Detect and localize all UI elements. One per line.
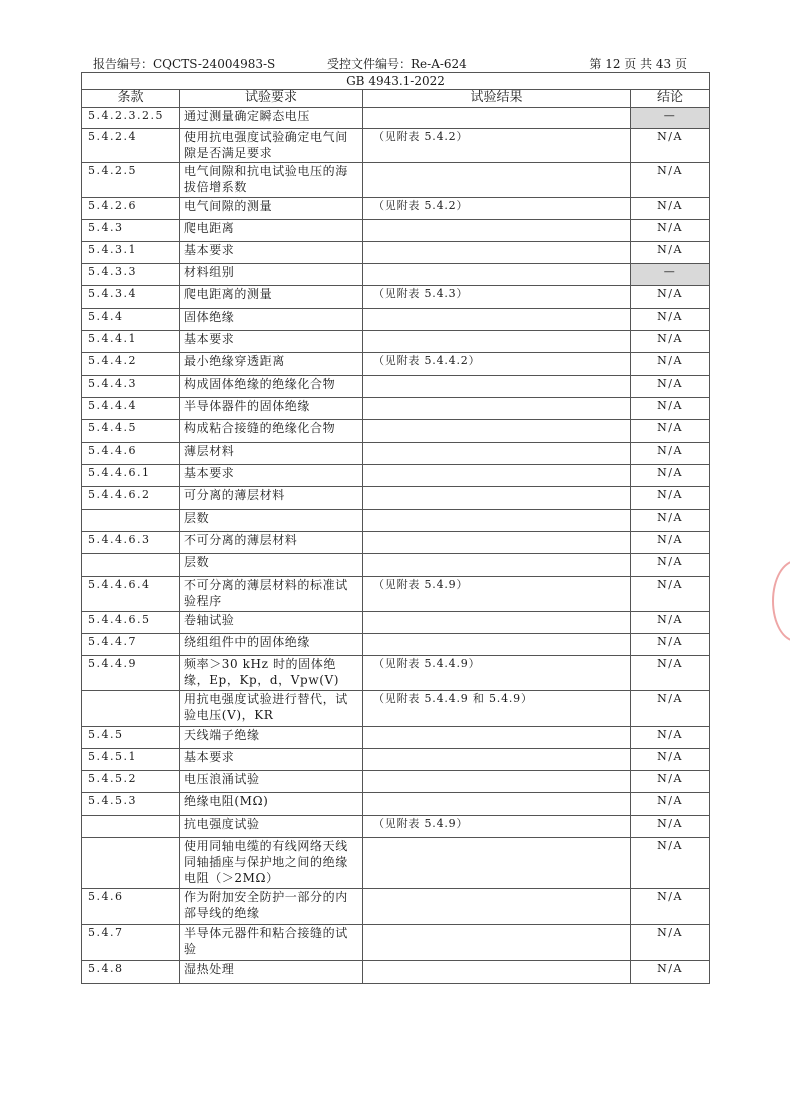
verdict-cell: N/A (631, 925, 710, 961)
verdict-cell: N/A (631, 353, 710, 376)
table-row (82, 108, 710, 129)
verdict-cell: N/A (631, 532, 710, 554)
clause-cell: 5.4.4.6.5 (82, 612, 180, 634)
table-row (82, 634, 710, 656)
result-cell: （见附表 5.4.3） (363, 286, 631, 309)
requirement-cell: 材料组别 (180, 264, 363, 286)
table-body (82, 108, 710, 984)
table-row (82, 163, 710, 198)
table-row (82, 961, 710, 984)
clause-cell: 5.4.4.6.3 (82, 532, 180, 554)
table-row (82, 749, 710, 771)
column-header-clause: 条款 (82, 90, 180, 108)
verdict-cell: N/A (631, 376, 710, 398)
verdict-cell: N/A (631, 634, 710, 656)
verdict-cell: N/A (631, 242, 710, 264)
page-header (81, 56, 709, 73)
column-header-verdict: 结论 (631, 90, 710, 108)
requirement-cell: 作为附加安全防护一部分的内部导线的绝缘 (180, 889, 363, 925)
result-cell: （见附表 5.4.4.9） (363, 656, 631, 691)
clause-cell: 5.4.7 (82, 925, 180, 961)
requirement-cell: 电压浪涌试验 (180, 771, 363, 793)
requirement-cell: 通过测量确定瞬态电压 (180, 108, 363, 129)
requirement-cell: 层数 (180, 510, 363, 532)
requirement-cell: 不可分离的薄层材料 (180, 532, 363, 554)
result-cell: （见附表 5.4.9） (363, 577, 631, 612)
requirement-cell: 天线端子绝缘 (180, 727, 363, 749)
table-row (82, 816, 710, 838)
column-header-result: 试验结果 (363, 90, 631, 108)
verdict-cell: N/A (631, 961, 710, 984)
table-row (82, 398, 710, 420)
result-cell: （见附表 5.4.9） (363, 816, 631, 838)
verdict-cell: — (631, 108, 710, 129)
verdict-cell: N/A (631, 612, 710, 634)
clause-cell: 5.4.4.4 (82, 398, 180, 420)
result-cell (363, 108, 631, 129)
result-cell (363, 532, 631, 554)
table-row (82, 691, 710, 727)
verdict-cell: N/A (631, 420, 710, 443)
result-cell (363, 727, 631, 749)
table-row (82, 793, 710, 816)
table-row (82, 838, 710, 889)
clause-cell: 5.4.4.6.1 (82, 465, 180, 487)
clause-cell: 5.4.4.6.2 (82, 487, 180, 510)
result-cell (363, 376, 631, 398)
verdict-cell: N/A (631, 443, 710, 465)
requirement-cell: 固体绝缘 (180, 309, 363, 331)
verdict-cell: N/A (631, 749, 710, 771)
table-row (82, 309, 710, 331)
clause-cell: 5.4.4.1 (82, 331, 180, 353)
result-cell (363, 771, 631, 793)
result-cell (363, 838, 631, 889)
verdict-cell: N/A (631, 487, 710, 510)
verdict-cell: N/A (631, 286, 710, 309)
result-cell (363, 331, 631, 353)
requirement-cell: 可分离的薄层材料 (180, 487, 363, 510)
report-number: 报告编号：CQCTS-24004983-S (93, 57, 276, 71)
clause-cell: 5.4.4 (82, 309, 180, 331)
requirement-cell: 卷轴试验 (180, 612, 363, 634)
table-row (82, 420, 710, 443)
table-row (82, 727, 710, 749)
table-row (82, 577, 710, 612)
clause-cell: 5.4.2.4 (82, 129, 180, 163)
requirement-cell: 使用抗电强度试验确定电气间隙是否满足要求 (180, 129, 363, 163)
requirement-cell: 基本要求 (180, 242, 363, 264)
verdict-cell: N/A (631, 129, 710, 163)
result-cell: （见附表 5.4.4.2） (363, 353, 631, 376)
table-row (82, 331, 710, 353)
requirement-cell: 基本要求 (180, 465, 363, 487)
requirement-cell: 基本要求 (180, 749, 363, 771)
seal-stamp (772, 560, 790, 642)
table-row (82, 465, 710, 487)
table-row (82, 286, 710, 309)
verdict-cell: N/A (631, 309, 710, 331)
verdict-cell: N/A (631, 816, 710, 838)
controlled-document-number: 受控文件编号：Re-A-624 (327, 57, 467, 71)
requirement-cell: 电气间隙的测量 (180, 198, 363, 220)
requirement-cell: 半导体元器件和粘合接缝的试验 (180, 925, 363, 961)
requirement-cell: 薄层材料 (180, 443, 363, 465)
verdict-cell: — (631, 264, 710, 286)
table-row (82, 198, 710, 220)
requirement-cell: 构成固体绝缘的绝缘化合物 (180, 376, 363, 398)
requirement-cell: 不可分离的薄层材料的标准试验程序 (180, 577, 363, 612)
result-cell (363, 242, 631, 264)
verdict-cell: N/A (631, 220, 710, 242)
requirement-cell: 爬电距离 (180, 220, 363, 242)
clause-cell: 5.4.4.3 (82, 376, 180, 398)
clause-cell: 5.4.4.5 (82, 420, 180, 443)
standard-row (82, 73, 710, 90)
result-cell (363, 634, 631, 656)
result-cell (363, 163, 631, 198)
result-cell (363, 309, 631, 331)
verdict-cell: N/A (631, 198, 710, 220)
verdict-cell: N/A (631, 889, 710, 925)
result-cell: （见附表 5.4.2） (363, 198, 631, 220)
clause-cell: 5.4.4.6.4 (82, 577, 180, 612)
verdict-cell: N/A (631, 398, 710, 420)
result-cell: （见附表 5.4.4.9 和 5.4.9） (363, 691, 631, 727)
clause-cell: 5.4.2.5 (82, 163, 180, 198)
column-header-requirement: 试验要求 (180, 90, 363, 108)
verdict-cell: N/A (631, 793, 710, 816)
result-cell: （见附表 5.4.2） (363, 129, 631, 163)
clause-cell: 5.4.8 (82, 961, 180, 984)
verdict-cell: N/A (631, 163, 710, 198)
table-row (82, 487, 710, 510)
clause-cell: 5.4.4.6 (82, 443, 180, 465)
test-results-table (81, 72, 710, 984)
table-row (82, 656, 710, 691)
table-row (82, 264, 710, 286)
result-cell (363, 749, 631, 771)
clause-cell: 5.4.5.1 (82, 749, 180, 771)
result-cell (363, 889, 631, 925)
requirement-cell: 最小绝缘穿透距离 (180, 353, 363, 376)
result-cell (363, 465, 631, 487)
requirement-cell: 用抗电强度试验进行替代，试验电压(V)，KR (180, 691, 363, 727)
verdict-cell: N/A (631, 331, 710, 353)
clause-cell (82, 510, 180, 532)
requirement-cell: 基本要求 (180, 331, 363, 353)
table-row (82, 612, 710, 634)
clause-cell: 5.4.4.2 (82, 353, 180, 376)
requirement-cell: 构成粘合接缝的绝缘化合物 (180, 420, 363, 443)
verdict-cell: N/A (631, 727, 710, 749)
verdict-cell: N/A (631, 465, 710, 487)
clause-cell: 5.4.6 (82, 889, 180, 925)
requirement-cell: 爬电距离的测量 (180, 286, 363, 309)
requirement-cell: 使用同轴电缆的有线网络天线同轴插座与保护地之间的绝缘电阻（＞2MΩ） (180, 838, 363, 889)
result-cell (363, 961, 631, 984)
clause-cell (82, 816, 180, 838)
table-row (82, 510, 710, 532)
table-row (82, 771, 710, 793)
verdict-cell: N/A (631, 510, 710, 532)
clause-cell: 5.4.4.7 (82, 634, 180, 656)
clause-cell: 5.4.2.6 (82, 198, 180, 220)
result-cell (363, 220, 631, 242)
clause-cell (82, 838, 180, 889)
clause-cell: 5.4.3 (82, 220, 180, 242)
requirement-cell: 半导体器件的固体绝缘 (180, 398, 363, 420)
clause-cell: 5.4.5.3 (82, 793, 180, 816)
column-header-row (82, 90, 710, 108)
result-cell (363, 793, 631, 816)
table-row (82, 925, 710, 961)
result-cell (363, 443, 631, 465)
table-row (82, 554, 710, 577)
verdict-cell: N/A (631, 577, 710, 612)
clause-cell: 5.4.3.3 (82, 264, 180, 286)
standard-title: GB 4943.1-2022 (82, 73, 710, 90)
result-cell (363, 925, 631, 961)
clause-cell: 5.4.5 (82, 727, 180, 749)
result-cell (363, 398, 631, 420)
requirement-cell: 频率＞30 kHz 时的固体绝缘，Ep，Kp，d，Vpw(V) (180, 656, 363, 691)
clause-cell (82, 691, 180, 727)
requirement-cell: 湿热处理 (180, 961, 363, 984)
page-number: 第 12 页 共 43 页 (589, 57, 687, 71)
table-row (82, 889, 710, 925)
requirement-cell: 绝缘电阻(MΩ) (180, 793, 363, 816)
verdict-cell: N/A (631, 771, 710, 793)
requirement-cell: 电气间隙和抗电试验电压的海拔倍增系数 (180, 163, 363, 198)
result-cell (363, 264, 631, 286)
requirement-cell: 绕组组件中的固体绝缘 (180, 634, 363, 656)
clause-cell: 5.4.3.1 (82, 242, 180, 264)
verdict-cell: N/A (631, 838, 710, 889)
requirement-cell: 抗电强度试验 (180, 816, 363, 838)
result-cell (363, 510, 631, 532)
table-row (82, 376, 710, 398)
verdict-cell: N/A (631, 656, 710, 691)
verdict-cell: N/A (631, 691, 710, 727)
table-row (82, 532, 710, 554)
requirement-cell: 层数 (180, 554, 363, 577)
table-row (82, 353, 710, 376)
table-row (82, 242, 710, 264)
clause-cell: 5.4.4.9 (82, 656, 180, 691)
result-cell (363, 487, 631, 510)
verdict-cell: N/A (631, 554, 710, 577)
result-cell (363, 612, 631, 634)
result-cell (363, 554, 631, 577)
result-cell (363, 420, 631, 443)
table-row (82, 443, 710, 465)
clause-cell (82, 554, 180, 577)
clause-cell: 5.4.3.4 (82, 286, 180, 309)
clause-cell: 5.4.2.3.2.5 (82, 108, 180, 129)
table-row (82, 129, 710, 163)
table-row (82, 220, 710, 242)
clause-cell: 5.4.5.2 (82, 771, 180, 793)
